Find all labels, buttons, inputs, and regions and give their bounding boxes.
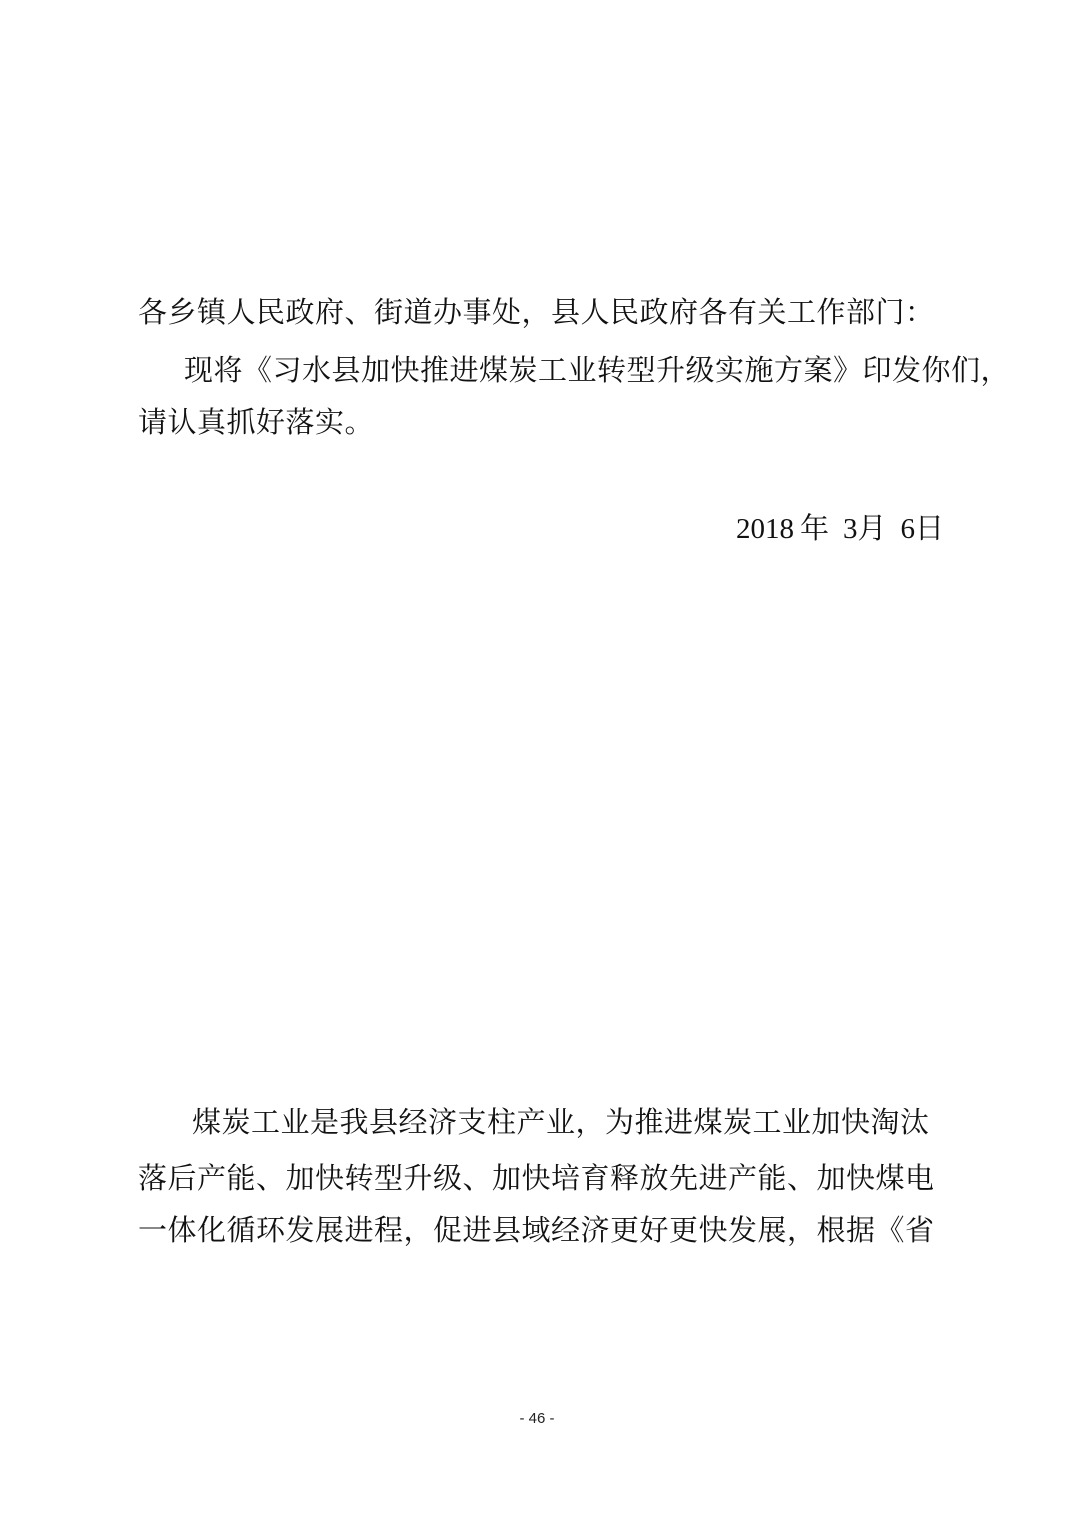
plan-paragraph-line-1: 煤炭工业是我县经济支柱产业，为推进煤炭工业加快淘汰 [192, 1105, 930, 1139]
salutation: 各乡镇人民政府、街道办事处，县人民政府各有关工作部门： [138, 295, 935, 329]
notice-body-line-1: 现将《习水县加快推进煤炭工业转型升级实施方案》印发你们， [184, 353, 1011, 387]
date-month: 3 [843, 513, 858, 545]
date-year: 2018 [736, 513, 794, 545]
date-month-suffix: 月 [857, 511, 887, 545]
page-number: - 46 - [519, 1410, 555, 1427]
notice-body-line-2: 请认真抓好落实。 [138, 405, 375, 439]
date-year-suffix: 年 [800, 511, 830, 545]
date-day: 6 [900, 513, 916, 545]
issue-date [736, 510, 944, 547]
date-day-suffix: 日 [915, 511, 945, 545]
plan-paragraph-line-3: 一体化循环发展进程，促进县域经济更好更快发展，根据《省 [138, 1213, 935, 1247]
plan-paragraph-line-2: 落后产能、加快转型升级、加快培育释放先进产能、加快煤电 [138, 1161, 935, 1195]
